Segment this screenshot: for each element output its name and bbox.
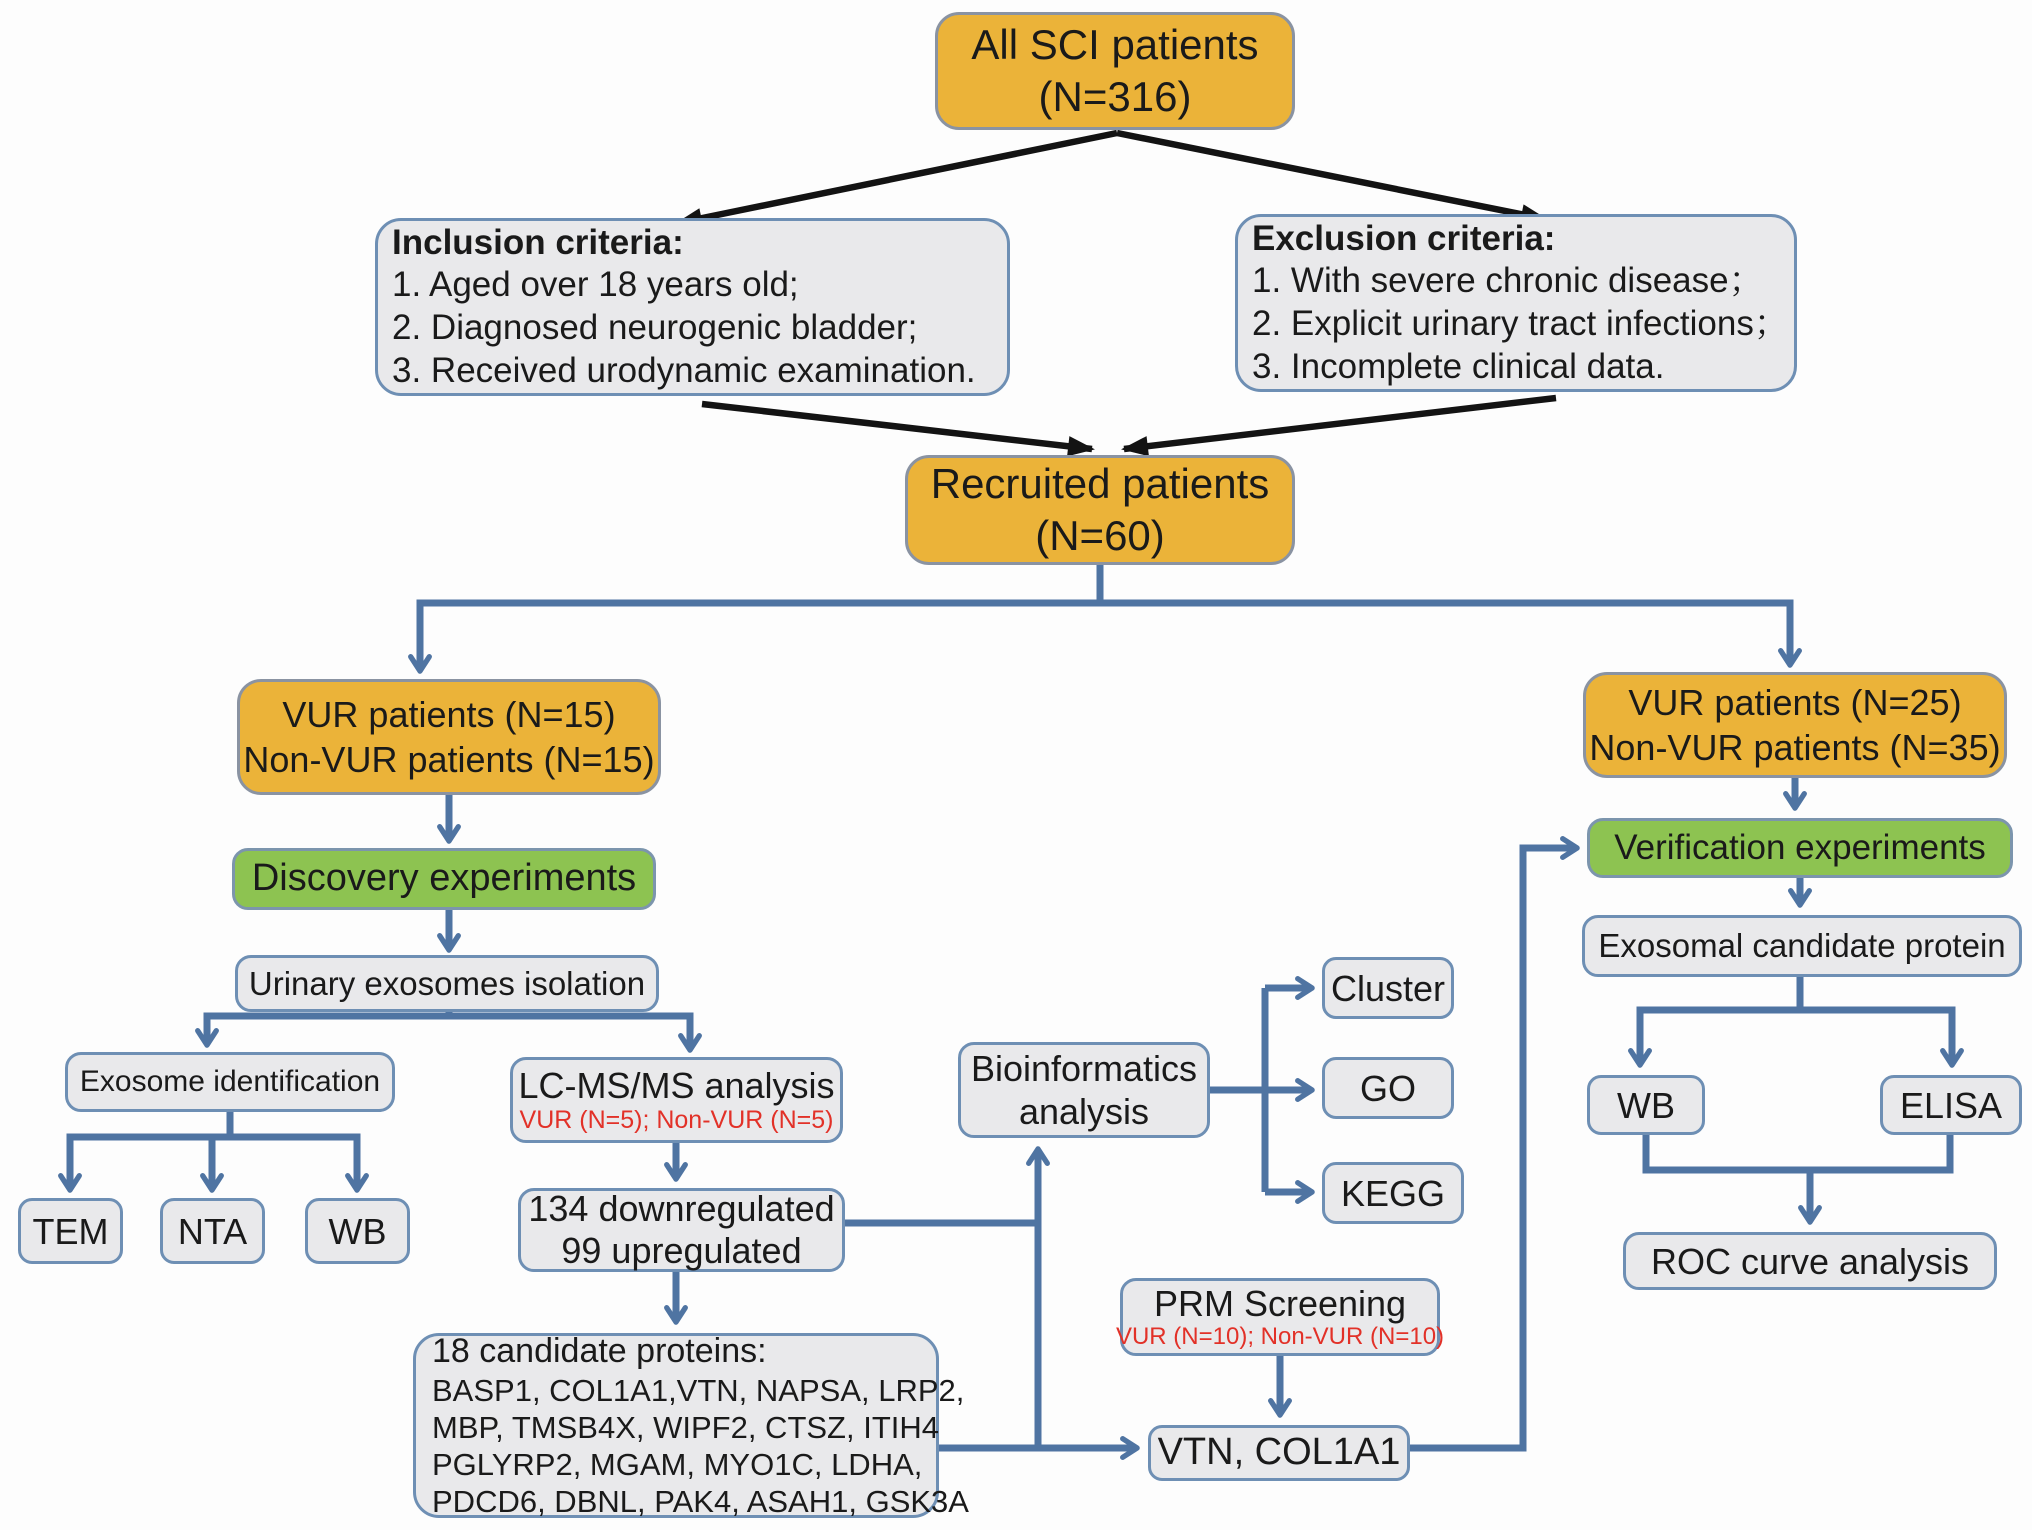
node-all-sci-patients [935, 12, 1295, 130]
loop-vtn-to-verification [1410, 848, 1576, 1448]
node-line: (N=316) [1038, 73, 1192, 120]
node-line: LC-MS/MS analysis [518, 1064, 835, 1106]
arrow-exclusion-to-recruited [1124, 398, 1556, 449]
node-line: NTA [177, 1210, 248, 1252]
node-subline: VUR (N=10); Non-VUR (N=10) [1115, 1322, 1445, 1350]
node-roc-curve-analysis [1623, 1232, 1997, 1290]
node-discovery-experiments [232, 848, 656, 910]
arrow-inclusion-to-recruited [702, 404, 1092, 449]
node-wb-verification [1587, 1075, 1705, 1135]
node-line: All SCI patients [971, 20, 1259, 68]
node-cluster [1322, 957, 1454, 1019]
node-line: Discovery experiments [251, 857, 637, 900]
candidates-title: 18 candidate proteins: [432, 1331, 767, 1370]
protein-list-line: PGLYRP2, MGAM, MYO1C, LDHA, [432, 1446, 923, 1482]
node-kegg [1322, 1162, 1464, 1224]
node-wb-discovery [305, 1198, 410, 1264]
node-inclusion-criteria [375, 218, 1010, 396]
node-vtn-col1a1 [1148, 1425, 1410, 1481]
node-line: PRM Screening [1153, 1283, 1407, 1324]
node-verification-group [1583, 672, 2007, 778]
criteria-item: 2. Explicit urinary tract infections； [1252, 304, 1789, 343]
criteria-title: Exclusion criteria: [1252, 218, 1556, 258]
node-verification-experiments [1587, 818, 2013, 878]
node-line: WB [328, 1210, 387, 1252]
node-elisa [1880, 1075, 2022, 1135]
branch-recruited-split [420, 603, 1790, 670]
arrow-allsci-to-exclusion [1117, 133, 1545, 219]
node-line: KEGG [1340, 1172, 1446, 1214]
node-exosomal-candidate-protein [1582, 915, 2022, 977]
node-line: analysis [1018, 1091, 1150, 1132]
node-regulated-proteins [518, 1188, 845, 1272]
node-prm-screening [1115, 1278, 1445, 1356]
node-line: ELISA [1899, 1084, 2003, 1126]
node-line: WB [1617, 1084, 1675, 1126]
converge-wb-elisa [1646, 1135, 1950, 1170]
node-line: Recruited patients [930, 459, 1270, 507]
node-line: VUR patients (N=25) [1628, 682, 1962, 723]
node-tem [18, 1198, 123, 1264]
node-urinary-exosomes-isolation [235, 955, 659, 1012]
node-discovery-group [237, 679, 661, 795]
protein-list-line: PDCD6, DBNL, PAK4, ASAH1, GSK3A [432, 1484, 969, 1520]
node-bioinformatics-analysis [958, 1042, 1210, 1138]
node-line: 99 upregulated [561, 1230, 802, 1271]
criteria-item: 2. Diagnosed neurogenic bladder; [392, 308, 918, 347]
criteria-item: 1. With severe chronic disease； [1252, 261, 1764, 301]
node-recruited-patients [905, 455, 1295, 565]
node-line: VUR patients (N=15) [282, 694, 616, 735]
protein-list-line: BASP1, COL1A1,VTN, NAPSA, LRP2, [432, 1372, 965, 1408]
node-lcms-analysis [510, 1057, 843, 1143]
node-line: Bioinformatics [970, 1047, 1198, 1089]
node-line: Exosomal candidate protein [1598, 927, 2006, 965]
protein-list-line: MBP, TMSB4X, WIPF2, CTSZ, ITIH4 [432, 1409, 940, 1445]
node-line: Non-VUR patients (N=15) [243, 739, 655, 780]
branch-urinary-split [207, 1016, 690, 1049]
node-line: Non-VUR patients (N=35) [1589, 727, 2001, 768]
node-line: TEM [32, 1210, 109, 1252]
node-line: Verification experiments [1614, 828, 1986, 868]
node-line: (N=60) [1035, 512, 1165, 559]
node-go [1322, 1057, 1454, 1119]
node-line: Cluster [1330, 967, 1446, 1009]
node-nta [160, 1198, 265, 1264]
criteria-item: 3. Received urodynamic examination. [392, 350, 976, 390]
criteria-item: 1. Aged over 18 years old; [392, 265, 799, 305]
node-line: Exosome identification [79, 1065, 381, 1099]
criteria-title: Inclusion criteria: [392, 222, 684, 262]
node-line: Urinary exosomes isolation [248, 964, 646, 1002]
branch-exosomal-split [1640, 1010, 1952, 1064]
node-line: 134 downregulated [528, 1187, 835, 1229]
node-exosome-identification [65, 1052, 395, 1112]
node-line: GO [1359, 1067, 1416, 1109]
node-candidate-proteins [413, 1331, 969, 1520]
criteria-item: 3. Incomplete clinical data. [1252, 346, 1665, 386]
arrow-allsci-to-inclusion [678, 133, 1117, 223]
node-exclusion-criteria [1235, 214, 1797, 392]
node-line: ROC curve analysis [1650, 1240, 1970, 1282]
node-line: VTN, COL1A1 [1157, 1431, 1401, 1474]
node-subline: VUR (N=5); Non-VUR (N=5) [519, 1106, 834, 1135]
